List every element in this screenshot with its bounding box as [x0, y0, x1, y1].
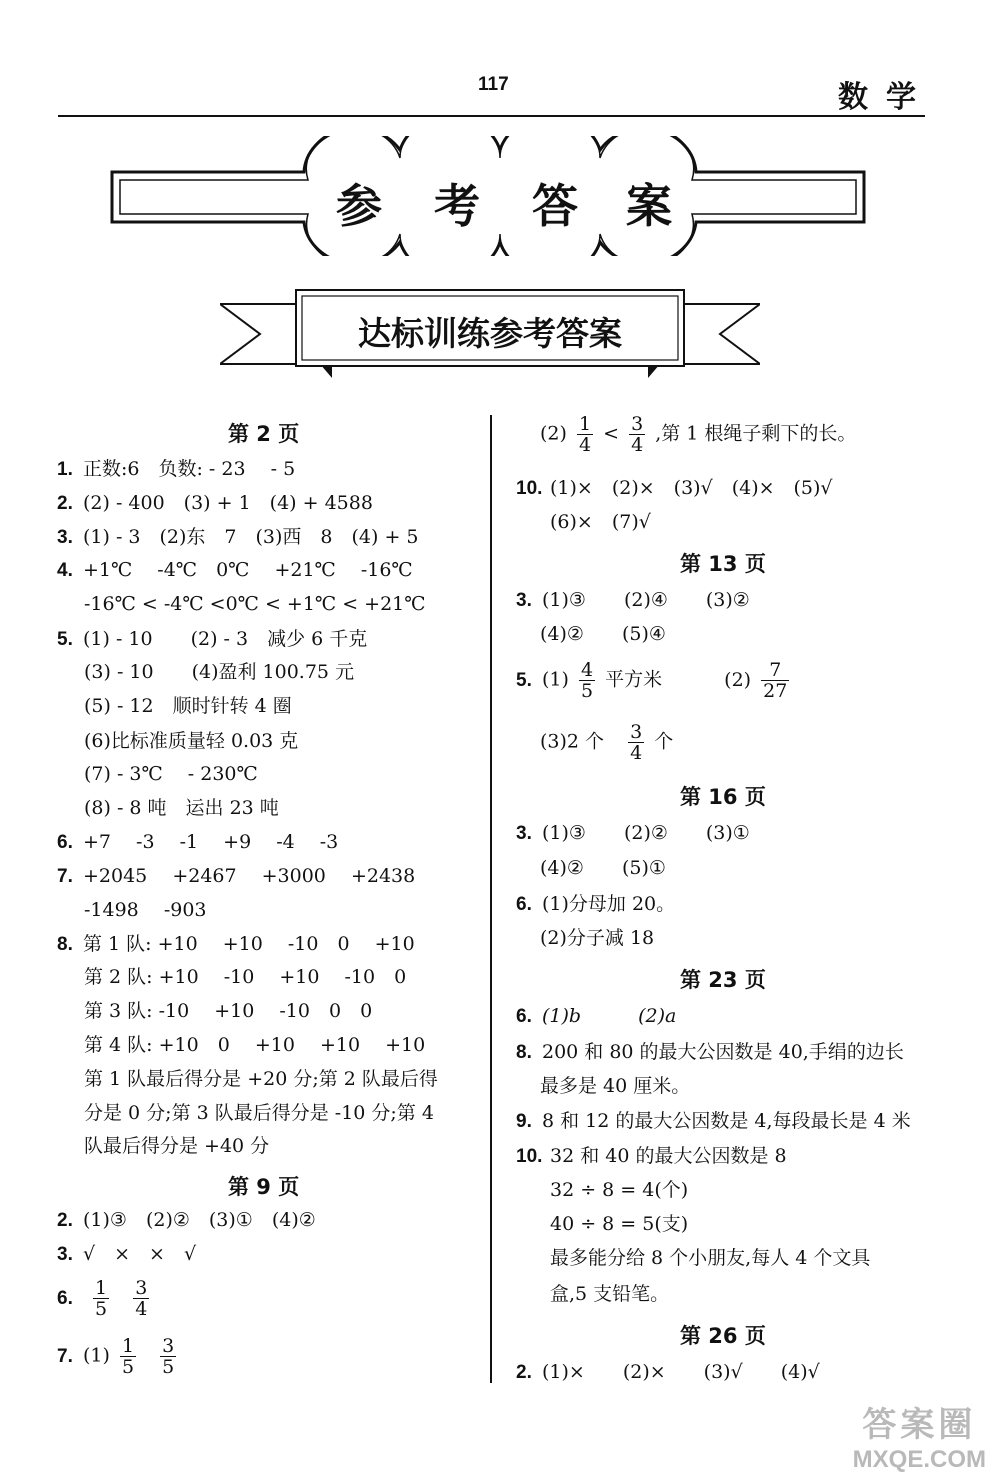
- answer-2: 2. (2) - 400 (3) + 1 (4) + 4588: [57, 492, 373, 514]
- answer-23-8-line: 最多是 40 厘米。: [540, 1075, 691, 1097]
- answer-8-line: 第 2 队: +10 -10 +10 -10 0: [84, 966, 407, 988]
- answer-23-8: 8. 200 和 80 的最大公因数是 40,手绢的边长: [516, 1041, 904, 1063]
- heading-page-26: 第 26 页: [680, 1324, 766, 1348]
- page-number: 117: [478, 74, 509, 95]
- answer-9-2-cont: (2) $\frac{1}{4}$ < $\frac{3}{4}$ ,第 1 根绳子剩下的长。: [540, 413, 857, 456]
- answer-10-line: (6)× (7)√: [550, 511, 651, 533]
- subject-title: 数学: [838, 80, 934, 115]
- answer-5-line: (7) - 3℃ - 230℃: [84, 763, 258, 785]
- answer-5-line: (5) - 12 顺时针转 4 圈: [84, 695, 292, 717]
- fraction: $\frac{1}{4}$: [578, 413, 592, 456]
- banner-char-2: 考: [434, 179, 480, 233]
- answer-8-line: 第 1 队最后得分是 +20 分;第 2 队最后得: [84, 1068, 438, 1090]
- fraction: $\frac{1}{5}$: [121, 1335, 135, 1378]
- answer-23-10-line: 最多能分给 8 个小朋友,每人 4 个文具: [550, 1247, 871, 1269]
- answer-8: 8. 第 1 队: +10 +10 -10 0 +10: [57, 933, 415, 955]
- column-divider: [490, 415, 492, 1383]
- answer-1: 1. 正数:6 负数: - 23 - 5: [57, 458, 296, 480]
- section-ribbon: [220, 288, 760, 387]
- answer-23-10-line: 40 ÷ 8 = 5(支): [550, 1213, 689, 1235]
- answer-8-line: 第 3 队: -10 +10 -10 0 0: [84, 1000, 373, 1022]
- heading-page-9: 第 9 页: [228, 1175, 300, 1199]
- answer-16-3: 3. (1)③ (2)② (3)①: [516, 822, 750, 844]
- answer-13-5-line: (3)2 个 $\frac{3}{4}$ 个: [540, 721, 674, 764]
- fraction: $\frac{1}{5}$: [95, 1277, 108, 1320]
- answer-16-3-line: (4)② (5)①: [540, 857, 666, 879]
- fraction: $\frac{7}{27}$: [763, 659, 788, 702]
- answer-23-9: 9. 8 和 12 的最大公因数是 4,每段最长是 4 米: [516, 1110, 911, 1132]
- answer-13-5: 5. (1) $\frac{4}{5}$ 平方米 (2) $\frac{7}{27}$: [516, 659, 788, 702]
- answer-10: 10. (1)× (2)× (3)√ (4)× (5)√: [516, 477, 833, 499]
- answer-16-6-line: (2)分子减 18: [540, 927, 655, 949]
- answer-banner: [108, 136, 868, 260]
- answer-16-6: 6. (1)分母加 20。: [516, 893, 676, 915]
- answer-8-line: 第 4 队: +10 0 +10 +10 +10: [84, 1034, 426, 1056]
- answer-5: 5. (1) - 10 (2) - 3 减少 6 千克: [57, 628, 368, 650]
- fraction: $\frac{3}{5}$: [162, 1335, 175, 1378]
- fraction: $\frac{3}{4}$: [135, 1277, 148, 1320]
- heading-page-2: 第 2 页: [228, 422, 300, 446]
- answer-23-6: 6. (1)b (2)a: [516, 1005, 677, 1027]
- answer-9-2: 2. (1)③ (2)② (3)① (4)②: [57, 1209, 316, 1231]
- answer-23-10-line: 32 ÷ 8 = 4(个): [550, 1179, 689, 1201]
- answer-3: 3. (1) - 3 (2)东 7 (3)西 8 (4) + 5: [57, 526, 419, 548]
- banner-char-3: 答: [532, 179, 578, 233]
- fraction: $\frac{4}{5}$: [580, 659, 594, 702]
- answer-23-10: 10. 32 和 40 的最大公因数是 8: [516, 1145, 787, 1167]
- fraction: $\frac{3}{4}$: [631, 413, 644, 456]
- answer-9-6: 6. $\frac{1}{5}$ $\frac{3}{4}$: [57, 1277, 148, 1320]
- answer-5-line: (8) - 8 吨 运出 23 吨: [84, 797, 279, 819]
- banner-char-4: 案: [626, 179, 672, 233]
- ribbon-title: 达标训练参考答案: [358, 314, 622, 353]
- answer-8-line: 队最后得分是 +40 分: [84, 1135, 270, 1157]
- answer-7-line: -1498 -903: [84, 899, 207, 921]
- answer-5-line: (6)比标准质量轻 0.03 克: [84, 730, 299, 752]
- heading-page-16: 第 16 页: [680, 785, 766, 809]
- answer-26-2: 2. (1)× (2)× (3)√ (4)√: [516, 1361, 820, 1383]
- answer-4-order: -16℃ < -4℃ <0℃ < +1℃ < +21℃: [84, 593, 426, 615]
- heading-page-23: 第 23 页: [680, 968, 766, 992]
- heading-page-13: 第 13 页: [680, 552, 766, 576]
- watermark: 答案圈 MXQE.COM: [852, 1406, 986, 1473]
- answer-23-10-line: 盒,5 支铅笔。: [550, 1283, 670, 1305]
- answer-4: 4. +1℃ -4℃ 0℃ +21℃ -16℃: [57, 559, 413, 581]
- answer-6: 6. +7 -3 -1 +9 -4 -3: [57, 831, 339, 853]
- answer-13-3-line: (4)② (5)④: [540, 623, 666, 645]
- answer-13-3: 3. (1)③ (2)④ (3)②: [516, 589, 750, 611]
- answer-9-7: 7. (1) $\frac{1}{5}$ $\frac{3}{5}$: [57, 1335, 175, 1378]
- answer-7: 7. +2045 +2467 +3000 +2438: [57, 865, 416, 887]
- answer-9-3: 3. √ × × √: [57, 1243, 197, 1265]
- answer-8-line: 分是 0 分;第 3 队最后得分是 -10 分;第 4: [84, 1102, 434, 1124]
- fraction: $\frac{3}{4}$: [630, 721, 643, 764]
- banner-char-1: 参: [336, 179, 382, 233]
- header-rule: [58, 115, 925, 117]
- answer-5-line: (3) - 10 (4)盈利 100.75 元: [84, 661, 355, 683]
